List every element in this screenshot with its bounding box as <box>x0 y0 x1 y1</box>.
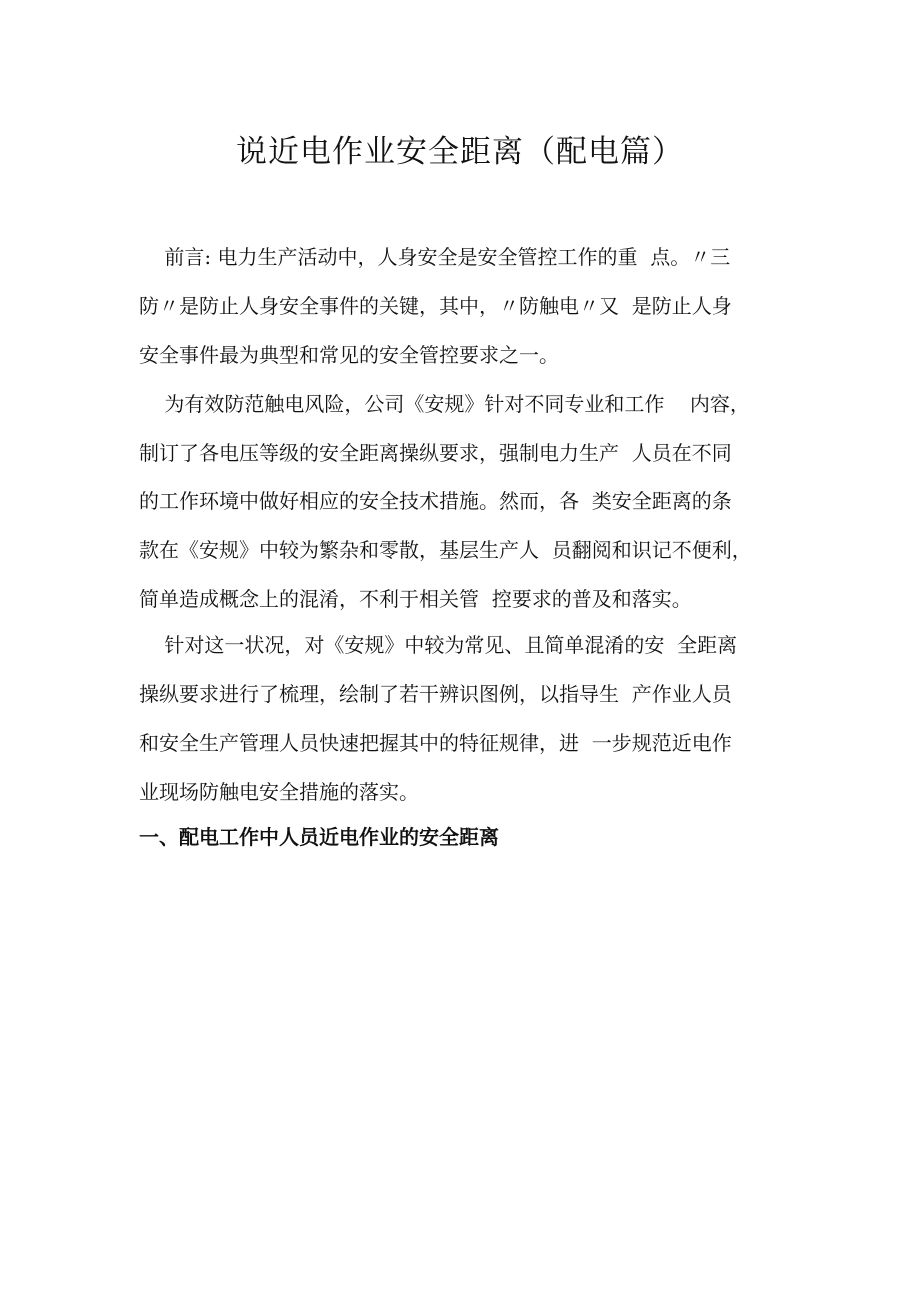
paragraph-line: 针对这一状况，对《安规》中较为常见、且简单混淆的安 全距离 <box>139 633 738 657</box>
section-heading: 一、配电工作中人员近电作业的安全距离 <box>139 825 499 849</box>
document-title: 说近电作业安全距离（配电篇） <box>236 134 684 170</box>
paragraph-line: 业现场防触电安全措施的落实。 <box>139 780 419 804</box>
paragraph-line: 安全事件最为典型和常见的安全管控要求之一。 <box>139 343 559 367</box>
paragraph-line: 为有效防范触电风险，公司《安规》针对不同专业和工作 内容， <box>139 392 750 416</box>
paragraph-line: 前言: 电力生产活动中，人身安全是安全管控工作的重 点。〃三 <box>139 245 731 269</box>
paragraph-line: 防〃是防止人身安全事件的关键，其中，〃防触电〃又 是防止人身 <box>139 294 732 318</box>
paragraph-line: 操纵要求进行了梳理，绘制了若干辨识图例，以指导生 产作业人员 <box>139 682 732 706</box>
paragraph-line: 款在《安规》中较为繁杂和零散，基层生产人 员翻阅和识记不便利， <box>139 538 752 562</box>
paragraph-line: 制订了各电压等级的安全距离操纵要求，强制电力生产 人员在不同 <box>139 441 732 465</box>
paragraph-line: 和安全生产管理人员快速把握其中的特征规律，进 一步规范近电作 <box>139 731 732 755</box>
paragraph-line: 的工作环境中做好相应的安全技术措施。然而，各 类安全距离的条 <box>139 489 732 513</box>
paragraph-line: 简单造成概念上的混淆，不利于相关管 控要求的普及和落实。 <box>139 587 692 611</box>
